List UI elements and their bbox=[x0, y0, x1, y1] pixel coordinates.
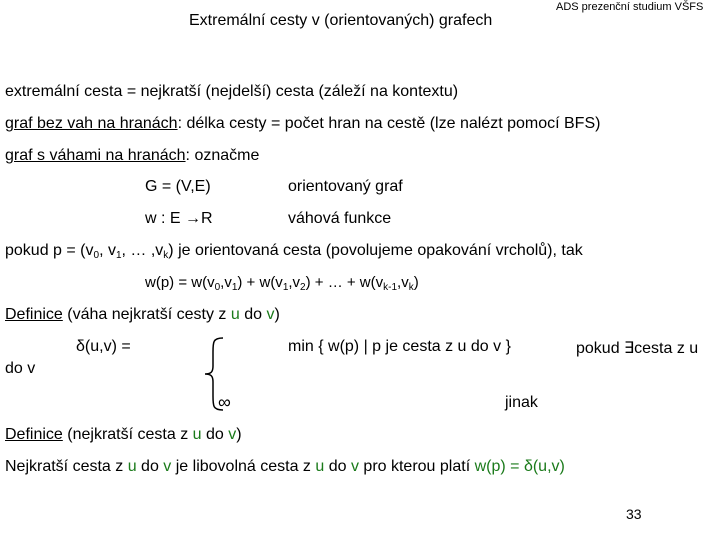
extremal-path-definition: extremální cesta = nejkratší (nejdelší) cesta (záleží na kontextu) bbox=[5, 83, 459, 100]
shortest-path-sentence: Nejkratší cesta z u do v je libovolná cesta z u do v pro kterou platí w(p) = δ(u,v) bbox=[5, 458, 565, 475]
graph-formula: G = (V,E) bbox=[145, 178, 211, 195]
delta-case-condition: pokud ∃cesta z u bbox=[576, 340, 699, 357]
exists-icon: ∃ bbox=[624, 340, 635, 357]
delta-case-min: min { w(p) | p je cesta z u do v } bbox=[288, 338, 511, 355]
arrow-icon: → bbox=[185, 210, 202, 227]
delta-lhs-continuation: do v bbox=[5, 360, 36, 377]
weight-function-description: váhová funkce bbox=[288, 210, 392, 227]
path-definition: pokud $p = (v_0$, $v_1$, … $,v_k$) je orientovaná cesta (povolujeme opakování vrcholů), tak bbox=[5, 242, 583, 261]
definition-term: Definice bbox=[5, 426, 63, 443]
unweighted-graph-text: : délka cesty = počet hran na cestě (lze nalézt pomocí BFS) bbox=[177, 115, 601, 132]
weighted-graph-term: graf s váhami na hranách bbox=[5, 147, 186, 164]
infinity-icon: ∞ bbox=[218, 392, 231, 412]
weighted-graph-text: : označme bbox=[185, 147, 260, 164]
course-label: ADS prezenční studium VŠFS bbox=[556, 1, 704, 13]
weight-function-formula: w : E →R bbox=[145, 210, 213, 227]
definition-shortest-weight: Definice (váha nejkratší cesty z u do v) bbox=[5, 306, 280, 323]
path-weight-formula: $w(p) = w(v_0,v_1) + w(v_1,v_2)$ + … + $w(v_{k-1},v_k)$ bbox=[145, 274, 419, 293]
definition-term: Definice bbox=[5, 306, 63, 323]
definition-shortest-path: Definice (nejkratší cesta z u do v) bbox=[5, 426, 242, 443]
delta-lhs: δ(u,v) = bbox=[76, 338, 131, 355]
page-number: 33 bbox=[626, 506, 642, 522]
slide-title: Extremální cesty v (orientovaných) grafech bbox=[189, 12, 493, 29]
delta-case-otherwise: jinak bbox=[505, 394, 538, 411]
unweighted-graph-term: graf bez vah na hranách bbox=[5, 115, 178, 132]
graph-description: orientovaný graf bbox=[288, 178, 403, 195]
weighted-graph-line bbox=[5, 147, 259, 165]
unweighted-graph-line bbox=[5, 115, 600, 133]
